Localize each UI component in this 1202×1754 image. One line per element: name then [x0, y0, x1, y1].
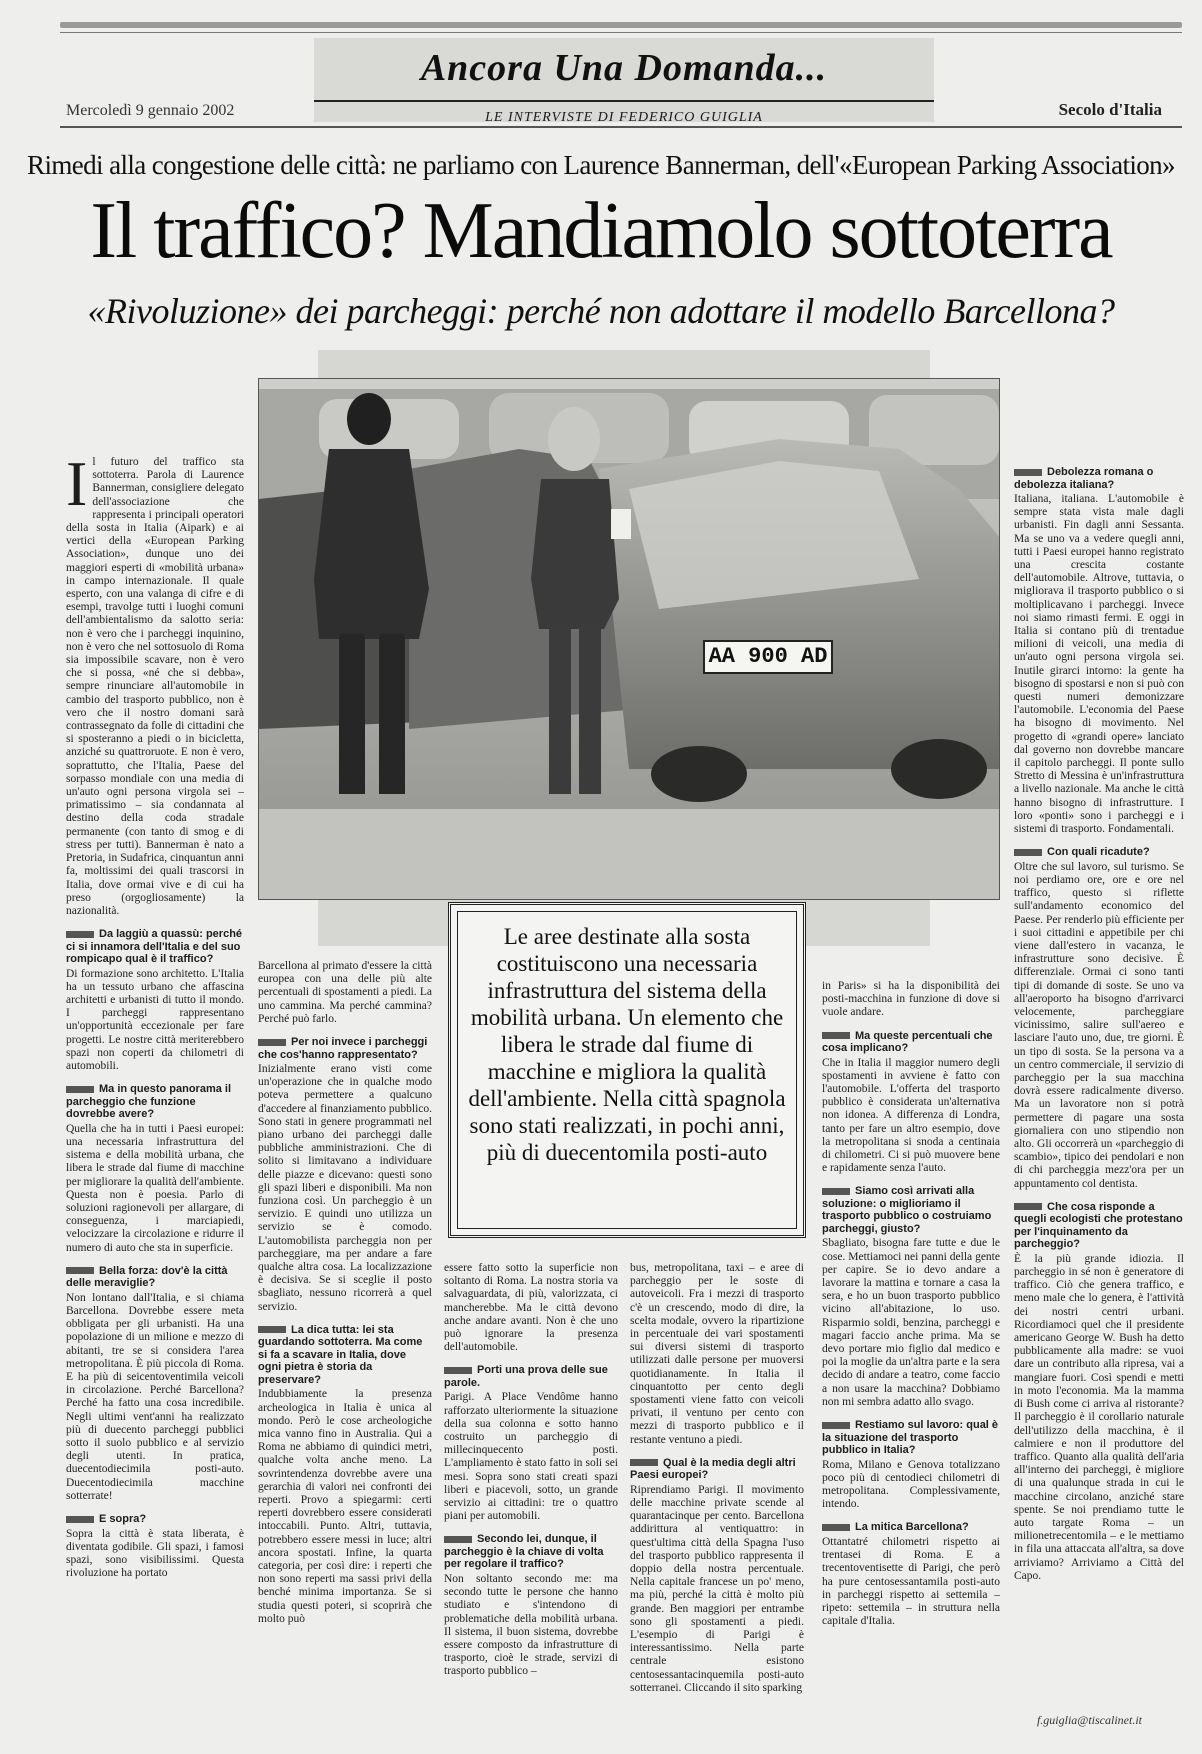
question-11: Siamo così arrivati alla soluzione: o miglioriamo il trasporto pubblico o costruiamo parcheggi, giusto?: [822, 1185, 1000, 1235]
question-14: Debolezza romana o debolezza italiana?: [1014, 466, 1184, 491]
pull-quote-box: [448, 902, 806, 1238]
answer-15: Oltre che sul lavoro, sul turismo. Se noi perdiamo ore, ore e ore nel traffico, questo si riflette sull'andamento economico del Paese. Per renderlo più efficiente per i suoi cittadini e appetibile per chi viene dall'estero in vacanza, le infrastrutture sono decisive. È differenziale. Ormai ci sono tanti tipi di domande di soste. Se uno va all'aeroporto ha bisogno d'arrivarci velocemente, parcheggiare vicinissimo, salire sull'aereo e lasciare l'auto uno, due, tre giorni. È un tipo di sosta. Se la persona va a un centro commerciale, il servizio di parcheggio per la sua macchina dovrà essere radicalmente diverso. Ma un lavoratore non si potrà permettere di pagare una sosta giornaliera con uno stipendio non alto. Gli occorrerà un «parcheggio di scambio», tipico dei pendolari e non di chi parcheggia mezz'ora per un appuntamento col dentista.: [1014, 860, 1184, 1190]
answer-2: Quella che ha in tutti i Paesi europei: una necessaria infrastruttura del sistema e della mobilità urbana, che libera le strade dal fiume di macchine per migliorare la qualità dell'ambiente. Questa non è poesia. Parlo di soluzioni ragionevoli per allargare, di conseguenza, i marciapiedi, velocizzare la circolazione e ridurre il numero di auto che sta in superficie.: [66, 1122, 244, 1254]
answer-13: Ottantatré chilometri rispetto ai trentasei di Roma. E a trecentoventisette di Parigi, che però ha pure centosessantamila posti-auto in parcheggi rispetto ai settemila – ripeto: settemila – in struttura nella capitale d'Italia.: [822, 1535, 1000, 1628]
answer-10: Che in Italia il maggior numero degli spostamenti in avviene è fatto con l'automobile. L'offerta del trasporto pubblico è considerata un'alternativa non idonea. A differenza di Londra, tanto per fare un altro esempio, dove la metropolitana si snoda a centinaia di chilometri. Ci si può muovere bene e rapidamente senza l'auto.: [822, 1056, 1000, 1175]
answer-5: Inizialmente erano visti come un'operazione che in qualche modo poteva permettere a qualcuno d'accedere al finanziamento pubblico. Sono stati in genere programmati nel piano urbano dei parcheggi dalle pubbliche amministrazioni. Che di solito si limitavano a individuare delle piazze e dicevano: questi sono gli spazi liberi e disponibili. Ma non funziona così. Un parcheggio è un servizio. E quindi uno utilizza un servizio se è comodo. L'automobilista parcheggia non per parcheggiare, ma per andare a fare qualche altra cosa. La localizzazione è decisiva. Se si sceglie il posto sbagliato, nessuno ricorrerà a quel servizio.: [258, 1063, 432, 1313]
question-5: Per noi invece i parcheggi che cos'hanno rappresentato?: [258, 1036, 432, 1061]
question-3: Bella forza: dov'è la città delle meraviglie?: [66, 1265, 244, 1290]
question-12: Restiamo sul lavoro: qual è la situazione del trasporto pubblico in Italia?: [822, 1419, 999, 1457]
answer-8-continued: bus, metropolitana, taxi – e aree di parcheggio per le soste di autoveicoli. Fra i mezzi di trasporto c'è un crescendo, modo di dire, la scelta modale, ovvero la ripartizione in percentuale dei vari spostamenti sui diversi sistemi di trasporto utilizzati dalle persone per muoversi quotidianamente. In Italia il cinquantotto per cento degli spostamenti viene fatto con veicoli privati, il ventuno per cento con mezzi di trasporto pubblico e il restante ventuno a piedi.: [630, 1262, 804, 1446]
pull-quote: Le aree destinate alla sosta costituiscono una necessaria infrastruttura del sistema della mobilità urbana. Un elemento che libera le strade dal fiume di macchine e migliora la qualità dell'ambiente. Nella città spagnola sono stati realizzati, in pochi anni, più di duecentomila posti-auto: [468, 924, 786, 1165]
question-9: Qual è la media degli altri Paesi europei?: [630, 1457, 804, 1482]
article-kicker: Rimedi alla congestione delle città: ne parliamo con Laurence Bannerman, dell'«European Parking Association»: [27, 150, 1175, 180]
answer-6-continued: essere fatto sotto la superficie non soltanto di Roma. La nostra storia va salvaguardata, di più, valorizzata, ci mancherebbe. Ma le città devono anche andare avanti. Non è che uno può ignorare la presenza dell'automobile.: [444, 1262, 618, 1354]
column-title: Ancora Una Domanda...: [420, 47, 828, 89]
text-column-4: [630, 1262, 804, 1714]
text-column-5: [822, 980, 1000, 1714]
license-plate: AA 900 AD: [703, 640, 833, 674]
parking-photo: [258, 378, 1000, 900]
answer-9-continued: in Paris» si ha la disponibilità dei posti-macchina in funzione di dove si vuole andare.: [822, 980, 1000, 1019]
answer-9: Riprendiamo Parigi. Il movimento delle macchine private scende al quarantacinque per cento. Barcellona addirittura al ventiquattro: in quest'ultima città della Spagna l'uso del trasporto pubblico rappresenta il doppio della nostra percentuale. Nella capitale francese un po' meno, ma più, perché la città è molto più grande. Ben maggiori per entrambe sono gli spostamenti a piedi. L'esempio di Parigi è interessantissimo. Nella parte centrale esistono centosessantacinquemila posti-auto sotterranei. Cliccando il sito sparking: [630, 1483, 804, 1694]
question-8: Secondo lei, dunque, il parcheggio è la chiave di volta per regolare il traffico?: [444, 1533, 618, 1571]
text-column-3: [444, 1262, 618, 1714]
question-1: Da laggiù a quassù: perché ci si innamora dell'Italia e del suo rompicapo qual è il traffico?: [66, 928, 243, 966]
text-column-6: [1014, 456, 1184, 1708]
answer-6: Indubbiamente la presenza archeologica in Italia è unica al mondo. Però le cose archeologiche mica vanno fino in Australia. Qui a Roma ne abbiamo di quindici metri, qualche volta anche meno. La sovrintendenza dovrebbe avere una gerarchia di valori nei confronti dei reperti. Provo a spiegarmi: certi reperti dovrebbero essere considerati intoccabili. Punto. Altri, tuttavia, potrebbero essere messi in luce; altri ancora spostati. Infine, la quarta categoria, per così dire: i reperti che non sono reperti ma sassi privi della benché minima importanza. Se si studia questi poteri, si scoprirà che molto può: [258, 1388, 432, 1625]
article-headline: Il traffico? Mandiamolo sottoterra: [90, 187, 1112, 275]
answer-4-continued: Barcellona al primato d'essere la città europea con una delle più alte percentuali di spostamenti a piedi. La uno cammina. Ma perché cammina? Perché può farlo.: [258, 960, 432, 1025]
drop-cap: I: [66, 456, 88, 519]
question-2: Ma in questo panorama il parcheggio che funzione dovrebbe avere?: [66, 1083, 244, 1121]
question-16: Che cosa risponde a quegli ecologisti che protestano per l'inquinamento da parcheggio?: [1014, 1200, 1183, 1251]
author-email: f.guiglia@tiscalinet.it: [1036, 1713, 1142, 1727]
answer-11: Sbagliato, bisogna fare tutte e due le cose. Mettiamoci nei panni della gente per capire. Se io devo andare a lavorare la mattina e tornare a casa la sera, e ho un buon trasporto pubblico vicino all'abitazione, lo uso. Risparmio soldi, benzina, parcheggi e magari faccio anche prima. Ma se devo portare mio figlio dal medico e poi la moglie da un'altra parte e la sera decido di andare a teatro, come faccio a non usare la macchina? Dobbiamo non mi sembra adatto allo svago.: [822, 1237, 1000, 1408]
answer-12: Roma, Milano e Genova totalizzano poco più di centodieci chilometri di metropolitana. Complessivamente, intendo.: [822, 1458, 1000, 1511]
question-10: Ma queste percentuali che cosa implicano?: [822, 1030, 1000, 1055]
article-subhead: «Rivoluzione» dei parcheggi: perché non adottare il modello Barcellona?: [87, 291, 1115, 331]
intro-text: l futuro del traffico sta sottoterra. Parola di Laurence Bannerman, consigliere delegato dell'associazione che rappresenta i principali operatori della sosta in Italia (Aipark) e ai vertici della «European Parking Association», dunque uno dei maggiori esperti di «mobilità urbana» in campo internazionale. Il quale esperto, con una valanga di cifre e di esempi, travolge tutti i luoghi comuni dell'ambientalismo da salotto seria: non è vero che i parcheggi inquinino, non è vero che nel sottosuolo di Roma sia impossibile scavare, non è vero che si possa, «né che si debba», sempre rinunciare all'automobile in cambio del trasporto pubblico, non è vero che il nostro domani sarà contrassegnato da folle di cittadini che si sposteranno a piedi o in bicicletta, anziché su quattroruote. E non è vero, soprattutto, che l'Italia, Paese del sorpasso mondiale con una media di un'auto ogni persona virgola sei – primatissimo – sia condannata al destino della coda stradale permanente (con tanto di smog e di stress per tutti). Bannerman è nato a Pretoria, in Sudafrica, cinquantun anni fa, moltissimi dei quali trascorsi in Italia, dove ormai vive e di cui ha preso (orgogliosamente) la nazionalità.: [66, 456, 244, 917]
question-15: Con quali ricadute?: [1014, 846, 1184, 859]
newspaper-name: Secolo d'Italia: [1058, 100, 1162, 119]
answer-4: Sopra la città è stata liberata, è diventata godibile. Gli spazi, i famosi spazi, sono visibilissimi. Questa rivoluzione ha portato: [66, 1527, 244, 1580]
answer-3: Non lontano dall'Italia, e si chiama Barcellona. Dovrebbe essere meta obbligata per gli urbanisti. Ha una popolazione di un milione e mezzo di abitanti, tre se si considera l'area metropolitana. È più piccola di Roma. E ha più di seicentoventimila veicoli in circolazione. Perché Barcellona? Perché ha fatto una cosa incredibile. Negli ultimi vent'anni ha realizzato più di duecento parcheggi pubblici sotto il suolo pubblico e al servizio degli utenti. In pratica, duecentodiecimila posti-auto. Duecentodiecimila macchine sotterrate!: [66, 1291, 244, 1502]
question-13: La mitica Barcellona?: [822, 1521, 1000, 1534]
article-intro: [66, 456, 244, 918]
question-6: La dica tutta: lei sta guardando sottoterra. Ma come si fa a scavare in Italia, dove ogni pietra è storia da preservare?: [258, 1324, 432, 1387]
text-column-2: [258, 960, 432, 1714]
answer-7: Parigi. A Place Vendôme hanno rafforzato ulteriormente la situazione della sua colonna e sotto hanno costruito un parcheggio di millecinquecento posti. L'ampliamento è stato fatto in soli sei mesi. Sopra sono stati creati spazi liberi e piacevoli, sotto, un grande servizio ai cittadini: tre o quattro piani per automobili.: [444, 1391, 618, 1523]
masthead-divider: [314, 100, 934, 102]
dateline-rule: [60, 126, 1182, 128]
answer-16: È la più grande idiozia. Il parcheggio in sé non è generatore di traffico. Ciò che genera traffico, e meno male che lo genera, è l'attività dei nostri centri urbani. Ricordiamoci quel che il presidente americano George W. Bush ha detto pubblicamente alla madre: se vuoi dare un contributo alla ripresa, vai a mangiare fuori. Così spendi e metti in moto l'economia. Ma la mamma di Bush come ci arriva al ristorante? Il parcheggio è il corollario naturale dell'utilizzo della macchina, è il calmiere e non il produttore del traffico. Quanto alla qualità dell'aria all'interno dei parcheggi, è migliore di una qualunque strada in cui le macchine circolano, anziché stare spente. Se noi prendiamo tutte le auto targate Roma – un milionetrecentomila – e le mettiamo in fila una attaccata all'altra, sa dove arriviamo? Arriviamo a Città del Capo.: [1014, 1252, 1184, 1582]
question-7: Porti una prova delle sue parole.: [444, 1364, 618, 1389]
answer-8: Non soltanto secondo me: ma secondo tutte le persone che hanno studiato e s'intendono di problematiche della mobilità urbana. Il sistema, il buon sistema, dovrebbe essere composto da infrastrutture di trasporto, cioè le strade, servizi di trasporto pubblico –: [444, 1572, 618, 1678]
top-rule-thin: [60, 32, 1182, 33]
column-byline: LE INTERVISTE DI FEDERICO GUIGLIA: [485, 110, 763, 125]
publication-date: Mercoledì 9 gennaio 2002: [66, 102, 235, 119]
answer-1: Di formazione sono architetto. L'Italia ha un tessuto urbano che affascina architetti e urbanisti di tutto il mondo. I parcheggi rappresentano un'opportunità eccezionale per fare progetti. Le nostre città meriterebbero spazi non coperti da chilometri di automobili.: [66, 967, 244, 1073]
answer-14: Italiana, italiana. L'automobile è sempre stata vista male dagli urbanisti. Fin dagli anni Sessanta. Ma se uno va a vedere quegli anni, tutti i Paesi europei hanno registrato una crescita costante dell'automobile. Altrove, tuttavia, o migliorava il trasporto pubblico o si moltiplicavano i parcheggi. Invece noi siamo rimasti fermi. E oggi in Italia si contano più di trentadue milioni di veicoli, una media di un'auto ogni persona virgola sei. Inutile girarci intorno: la gente ha bisogno di spostarsi e non si può con questi numeri demonizzare l'automobile. L'economia del Paese ha bisogno di movimento. Nel progetto di «grandi opere» lanciato dal governo non dovrebbe mancare il capitolo parcheggi. Il ponte sullo Stretto di Messina è un'infrastruttura a livello nazionale. Ma anche le città hanno bisogno di infrastrutture. I loro «ponti» sono i parcheggi e i sistemi di trasporto. Fondamentali.: [1014, 493, 1184, 836]
text-column-1: [66, 456, 244, 1714]
top-rule: [60, 22, 1182, 28]
question-4: E sopra?: [66, 1513, 244, 1526]
